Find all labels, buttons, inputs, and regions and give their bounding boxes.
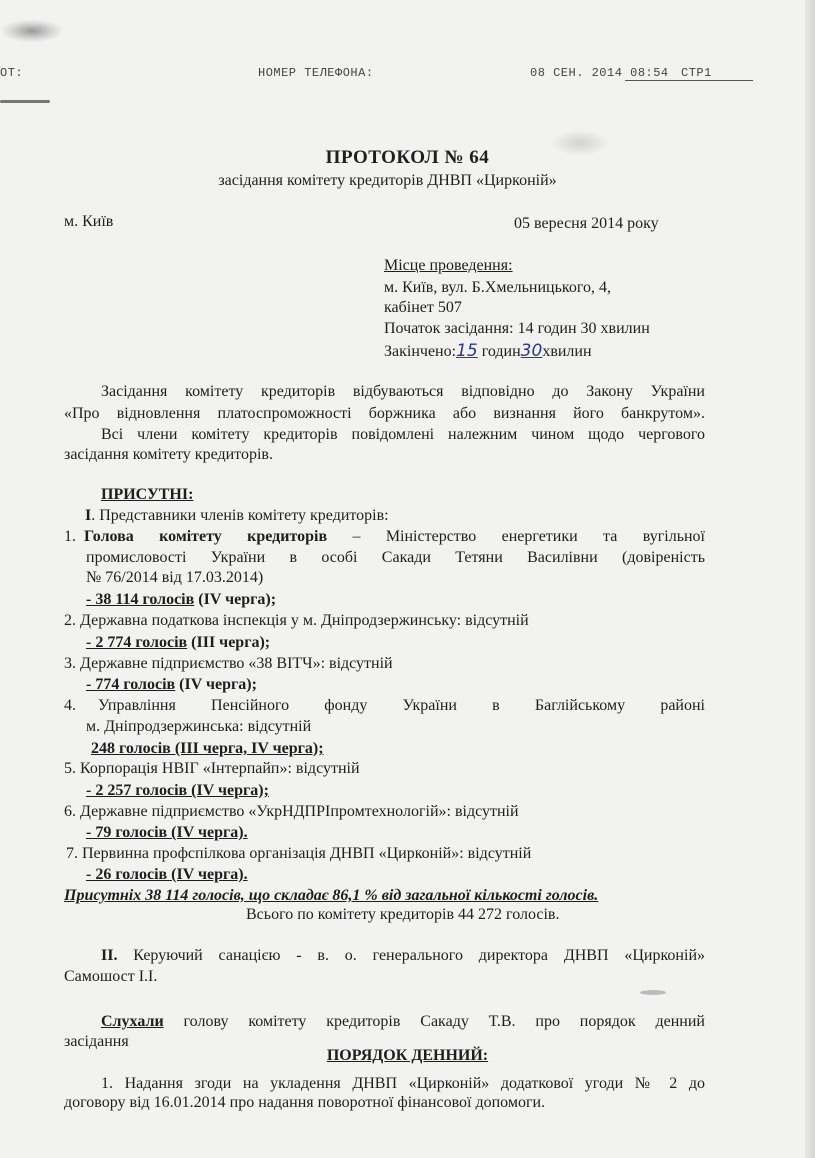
protocol-subtitle: засідання комітету кредиторів ДНВП «Цирконій»: [218, 172, 557, 189]
member-votes: - 79 голосів (IV черга).: [86, 824, 248, 841]
section-1-text: . Представники членів комітету кредиторів:: [91, 507, 389, 524]
section-2-name: Самошост І.І.: [64, 968, 158, 985]
votes-count: - 38 114 голосів: [86, 591, 195, 608]
member-name: Первинна профспілкова організація ДНВП «Цирконій»: відсутній: [78, 845, 532, 862]
intro-line: Всі члени комітету кредиторів повідомлені належним чином щодо чергового: [101, 426, 705, 443]
list-item: [64, 760, 360, 778]
member-votes: [86, 634, 270, 652]
scan-smudge: [2, 20, 62, 42]
venue-room: кабінет 507: [384, 299, 462, 316]
member-name-cont: № 76/2014 від 17.03.2014): [86, 569, 264, 586]
scan-mark: [0, 100, 50, 103]
section-2-numeral: ІІ.: [101, 947, 118, 964]
protocol-title: ПРОТОКОЛ № 64: [325, 147, 490, 168]
agenda-heading: ПОРЯДОК ДЕННИЙ:: [326, 1047, 489, 1064]
total-votes: Всього по комітету кредиторів 44 272 голосів.: [246, 906, 560, 923]
handwritten-end-hours: 15: [456, 341, 478, 361]
member-name-cont: м. Дніпродзержинська: відсутній: [86, 718, 312, 735]
fax-from-label: OT:: [0, 66, 24, 80]
votes-queue: (IV черга);: [194, 591, 277, 608]
agenda-item-cont: договору від 16.01.2014 про надання поворотної фінансової допомоги.: [64, 1094, 546, 1111]
meeting-end-hours-word: годин: [481, 343, 521, 360]
list-item: [64, 655, 393, 673]
city: м. Київ: [64, 213, 114, 230]
meeting-date: 05 вересня 2014 року: [514, 215, 659, 232]
member-number: 4.: [64, 697, 76, 714]
handwritten-end-minutes: 30: [520, 341, 543, 361]
venue-heading: Місце проведення:: [384, 257, 513, 274]
member-number: 5.: [64, 760, 76, 777]
heard-label: Слухали: [101, 1013, 164, 1030]
votes-queue: (ІІІ черга);: [187, 634, 271, 651]
venue-address: м. Київ, вул. Б.Хмельницького, 4,: [384, 279, 612, 296]
member-number: 2.: [64, 612, 76, 629]
meeting-end-prefix: Закінчено:: [384, 343, 457, 360]
member-name: Корпорація НВІГ «Інтерпайп»: відсутній: [76, 760, 360, 777]
member-number: 7.: [66, 845, 78, 862]
member-name: – Міністерство енергетики та вугільної: [327, 528, 706, 545]
list-item: [64, 697, 705, 715]
intro-line: «Про відновлення платоспроможності боржника або визнання його банкрутом».: [64, 405, 705, 422]
list-item: [64, 528, 705, 546]
list-item: [64, 612, 529, 630]
member-role: Голова комітету кредиторів: [84, 528, 328, 545]
member-votes: [86, 676, 257, 694]
meeting-end-suffix: хвилин: [542, 343, 592, 360]
intro-line: Засідання комітету кредиторів відбуваються відповідно до Закону України: [101, 383, 705, 400]
votes-queue: (IV черга);: [175, 676, 257, 693]
present-total: Присутніх 38 114 голосів, що складає 86,1 % від загальної кількості голосів.: [64, 887, 599, 904]
fax-phone-label: HOMEP TEЛEФOHA:: [258, 66, 374, 80]
scan-mark: [805, 0, 815, 1158]
heard-line: [101, 1013, 705, 1031]
member-number: 6.: [64, 803, 76, 820]
member-name: Державне підприємство «38 ВІТЧ»: відсутній: [76, 655, 393, 672]
member-name: Державна податкова інспекція у м. Дніпродзержинську: відсутній: [76, 612, 529, 629]
fax-page: CTP1: [681, 66, 712, 80]
heard-line-cont: засідання: [64, 1033, 129, 1050]
member-votes: [86, 591, 276, 609]
section-1-numeral: І: [85, 507, 92, 524]
scan-mark: [640, 990, 666, 995]
intro-line: засідання комітету кредиторів.: [64, 446, 273, 463]
fax-underline: [625, 80, 753, 81]
section-1-heading: [85, 507, 389, 525]
member-votes: - 2 257 голосів (IV черга);: [86, 782, 269, 799]
member-votes: - 26 голосів (IV черга).: [86, 866, 248, 883]
agenda-item: 1. Надання згоди на укладення ДНВП «Цирконій» додаткової угоди № 2 до: [101, 1075, 705, 1092]
member-name: Державне підприємство «УкрНДПРІпромтехнологій»: відсутній: [76, 803, 519, 820]
section-2-text: Керуючий санацією - в. о. генерального директора ДНВП «Цирконій»: [117, 947, 705, 964]
fax-datetime: 08 CEH. 2014 08:54: [530, 66, 669, 80]
member-name-cont: промисловості України в особі Сакади Тетяни Василівни (довіреність: [86, 549, 705, 566]
heard-text: голову комітету кредиторів Сакаду Т.В. про порядок денний: [163, 1013, 705, 1030]
votes-count: - 2 774 голосів: [86, 634, 188, 651]
member-number: 3.: [64, 655, 76, 672]
present-heading: ПРИСУТНІ:: [101, 486, 194, 503]
meeting-end: [384, 341, 592, 361]
meeting-start: Початок засідання: 14 годин 30 хвилин: [384, 320, 650, 337]
member-number: 1.: [64, 528, 76, 545]
member-name: Управління Пенсійного фонду України в Баглійському районі: [98, 697, 705, 714]
member-votes: 248 голосів (ІІІ черга, IV черга);: [91, 740, 324, 757]
list-item: [64, 803, 519, 821]
list-item: [66, 845, 531, 863]
section-2-line: [101, 947, 705, 965]
votes-count: - 774 голосів: [86, 676, 176, 693]
